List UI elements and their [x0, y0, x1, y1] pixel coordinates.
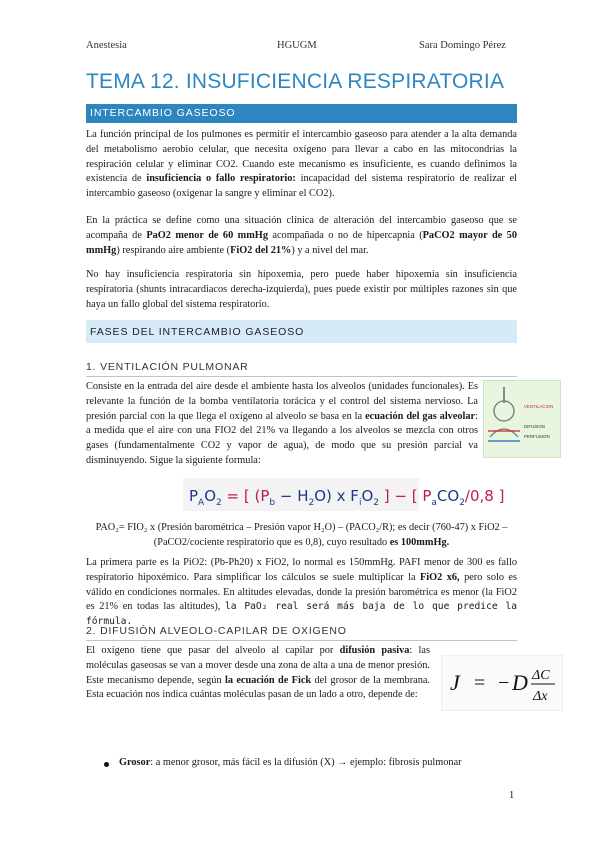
- subheading-ventilacion: 1. VENTILACIÓN PULMONAR: [86, 361, 249, 373]
- paragraph-difusion: El oxígeno tiene que pasar del alveolo al capilar por difusión pasiva: las moléculas gaseosas se van a mover desde una zona de alta a una de menor presión. Este mecanismo depende, según la ecuación de Fick del grosor de la membrana. Esta ecuación nos indica cuántas moléculas pasan de un lado a otro, depende de:: [86, 645, 430, 701]
- section-heading-fases: FASES DEL INTERCAMBIO GASEOSO: [86, 320, 517, 343]
- formula-h2-sub: 2: [308, 498, 315, 508]
- formula-o: O: [204, 487, 217, 505]
- alveolar-gas-formula-image: [183, 478, 505, 511]
- formula-h: − H: [275, 487, 309, 505]
- subheading-rule: [86, 376, 517, 377]
- fick-d: D: [512, 670, 528, 695]
- fick-denominator: Δx: [533, 689, 548, 704]
- paragraph-intro: La función principal de los pulmones es permitir el intercambio gaseoso para atender a la alta demanda del metabolismo aerobio celular, que necesita oxígeno para llevar a cabo en las mitocondrias la respiración celular y eliminar CO2. Cuando este mecanismo es insuficiente, es cuando definimos la existencia de insuficiencia o fallo respiratorio: incapacidad del sistema respiratorio de realizar el intercambio gaseoso (oxigenar la sangre y eliminar el CO2).: [86, 129, 517, 200]
- fick-j: J: [450, 670, 460, 695]
- fick-minus: −: [498, 672, 510, 694]
- formula-tail: /0,8 ]: [464, 487, 505, 505]
- formula-co: CO: [436, 487, 460, 505]
- formula-co2-sub: 2: [459, 498, 465, 508]
- formula-a-sub: A: [198, 498, 205, 508]
- subheading-rule-2: [86, 640, 517, 641]
- formula-o2-sub: 2: [373, 498, 379, 508]
- bullet-dot: [104, 762, 109, 767]
- paragraph-hypoxemia: No hay insuficiencia respiratoria sin hipoxemia, pero puede haber hipoxemia sin insuficiencia respiratoria (shunts intracardiacos derecha-izquierda), pues puede existir por múltiples razones sin que haya un fallo global del sistema respiratorio.: [86, 269, 517, 310]
- figure-label-perfusion: PERFUSION: [524, 434, 550, 439]
- subheading-difusion: 2. DIFUSIÓN ALVEOLO-CAPILAR DE OXIGENO: [86, 625, 347, 637]
- list-item-grosor: Grosor: a menor grosor, más fácil es la difusión (X) → ejemplo: fibrosis pulmonar: [119, 757, 462, 768]
- formula-p: P: [189, 487, 199, 505]
- fick-numerator: ΔC: [532, 668, 550, 683]
- page-number: 1: [509, 790, 515, 801]
- formula-o2: O: [361, 487, 374, 505]
- formula-explanation: PAO₂= FIO₂ x (Presión barométrica – Presión vapor H₂O) – (PACO₂/R); es decir (760-47) x FiO2 – (PaCO2/cociente respiratorio que es 0,8), cuyo resultado es 100mmHg.: [95, 522, 508, 548]
- formula-a-sub-2: a: [431, 498, 437, 508]
- header-right: Sara Domingo Pérez: [419, 40, 506, 51]
- paragraph-ventilacion: Consiste en la entrada del aire desde el ambiente hasta los alveolos (unidades funcionales). Es relevante la función de la bomba ventilatoria torácica y el control del sistema nervioso. La presión parcial con la que llega el oxígeno al alveolo se basa en la ecuación del gas alveolar: a medida que el aire con una FIO2 del 21% va llegando a los alveolos se mezcla con otros gases (fundamentalmente CO2 y vapor de agua), de modo que su presión parcial va disminuyendo. Sigue la siguiente formula:: [86, 381, 479, 466]
- page-title: TEMA 12. INSUFICIENCIA RESPIRATORIA: [86, 70, 505, 93]
- section-heading-intercambio: INTERCAMBIO GASEOSO: [86, 104, 517, 123]
- fick-equation-image: [441, 655, 563, 711]
- paragraph-definition: En la práctica se define como una situación clínica de alteración del intercambio gaseoso que se acompaña de PaO2 menor de 60 mmHg acompañada o no de hipercapnia (PaCO2 mayor de 50 mmHg) respirando aire ambiente (FiO2 del 21%) y a nivel del mar.: [86, 215, 517, 256]
- figure-label-ventilacion: VENTILACION: [524, 404, 554, 409]
- paragraph-pio2: La primera parte es la PiO2: (Pb-Ph20) x FiO2, lo normal es 150mmHg. PAFI menor de 300 es fallo respiratorio hipoxémico. Para simplificar los cálculos se suele multiplicar la FiO2 x6, pero solo es válido en condiciones normales. En altitudes elevadas, donde la presión barométrica es menor (la FiO2 es 21% en todas las altitudes), la PaO₂ real será más baja de lo que predice la fórmula.: [86, 557, 517, 628]
- fick-equals: =: [474, 672, 486, 694]
- header-left: Anestesia: [86, 40, 127, 51]
- formula-2-sub: 2: [216, 498, 222, 508]
- formula-bracket-1: = [ (P: [221, 487, 270, 505]
- formula-bracket-2: ] − [ P: [379, 487, 432, 505]
- svg-text:PAO2 = [ (Pb − H2O) x FiO2 ] −: [189, 487, 504, 508]
- header-center: HGUGM: [277, 40, 317, 51]
- lung-alveolus-icon: [484, 381, 562, 459]
- formula-fi: O) x F: [314, 487, 359, 505]
- formula-b-sub: b: [269, 498, 276, 508]
- formula-i-sub: i: [358, 498, 362, 508]
- figure-label-difusion: DIFUSION: [524, 424, 545, 429]
- ventilation-diagram: [483, 380, 561, 458]
